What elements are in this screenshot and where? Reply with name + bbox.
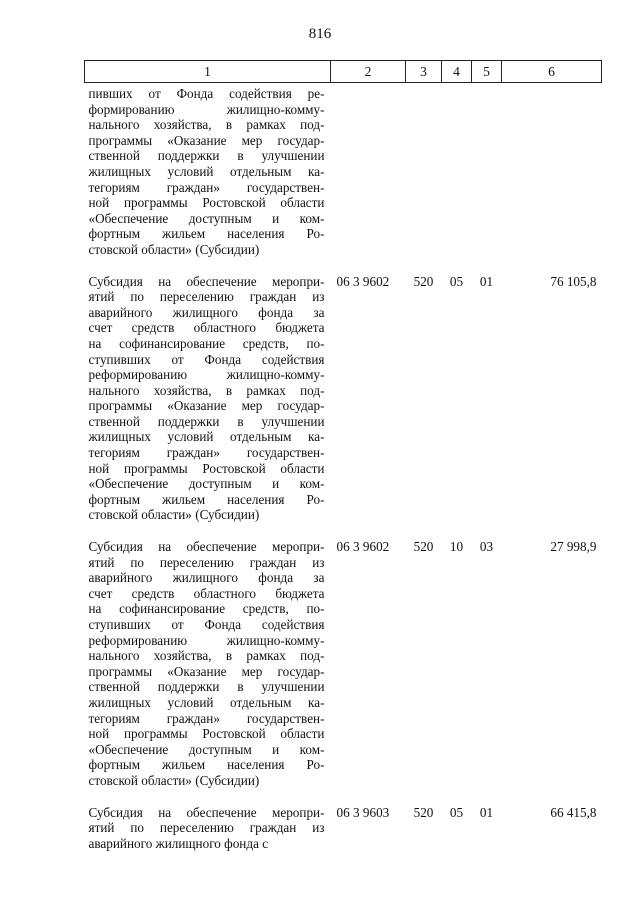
row-section: 10 (449, 539, 464, 555)
description-line: стовской области» (Субсидии) (88, 772, 260, 788)
row-section: 05 (449, 804, 464, 820)
description-line: жилищных условий отдельным ка- (88, 429, 325, 445)
description-line: аварийного жилищного фонда с (88, 835, 269, 851)
table-row (85, 83, 602, 258)
row-target-code: 06 3 9603 (336, 804, 390, 820)
column-header-6: 6 (502, 61, 602, 83)
row-expense-type: 520 (413, 804, 434, 820)
description-line: «Обеспечение доступным и ком- (88, 476, 325, 492)
budget-table (84, 60, 602, 851)
description-line: пивших от Фонда содействия ре- (88, 86, 325, 101)
description-line: «Обеспечение доступным и ком- (88, 210, 325, 226)
description-line: на софинансирование средств, по- (88, 601, 325, 617)
description-line: стовской области» (Субсидии) (88, 241, 260, 257)
row-section (442, 83, 472, 258)
row-target-code: 06 3 9602 (336, 539, 390, 555)
description-line: программы «Оказание мер государ- (88, 132, 325, 148)
table-body (85, 83, 602, 852)
description-line: тегориям граждан» государствен- (88, 710, 325, 726)
column-header-4: 4 (442, 61, 472, 83)
column-header-5: 5 (472, 61, 502, 83)
description-line: счет средств областного бюджета (88, 320, 325, 336)
description-line: реформированию жилищно-комму- (88, 367, 325, 383)
description-line: ной программы Ростовской области (88, 460, 325, 476)
row-subsection (472, 83, 502, 258)
row-subsection: 01 (479, 273, 494, 289)
description-line: ной программы Ростовской области (88, 726, 325, 742)
row-amount: 76 105,8 (550, 273, 597, 289)
description-line: Субсидия на обеспечение меропри- (88, 804, 325, 820)
description-line: ятий по переселению граждан из (88, 554, 325, 570)
row-amount: 27 998,9 (550, 539, 597, 555)
description-line: ственной поддержки в улучшении (88, 148, 325, 164)
description-line: ной программы Ростовской области (88, 195, 325, 211)
row-section: 05 (449, 273, 464, 289)
description-line: фортным жильем населения Ро- (88, 491, 325, 507)
row-amount (502, 83, 602, 258)
description-line: нального хозяйства, в рамках под- (88, 117, 325, 133)
description-line: программы «Оказание мер государ- (88, 663, 325, 679)
table-row (85, 789, 602, 852)
row-subsection: 03 (479, 539, 494, 555)
column-header-2: 2 (331, 61, 406, 83)
row-description (85, 789, 331, 852)
page-number: 816 (308, 26, 332, 42)
row-expense-type (406, 83, 442, 258)
description-line: на софинансирование средств, по- (88, 335, 325, 351)
description-line: ступивших от Фонда содействия (88, 617, 325, 632)
row-expense-type: 520 (413, 273, 434, 289)
description-line: Субсидия на обеспечение меропри- (88, 273, 325, 289)
description-line: нального хозяйства, в рамках под- (88, 382, 325, 398)
description-line: формированию жилищно-комму- (88, 101, 325, 117)
row-description (85, 83, 331, 258)
description-line: жилищных условий отдельным ка- (88, 163, 325, 179)
description-line: ственной поддержки в улучшении (88, 679, 325, 695)
column-header-3: 3 (406, 61, 442, 83)
description-line: фортным жильем населения Ро- (88, 226, 325, 242)
column-header-1: 1 (85, 61, 331, 83)
table-header-row (85, 61, 602, 83)
description-line: «Обеспечение доступным и ком- (88, 741, 325, 757)
row-target-code (331, 83, 406, 258)
row-description (85, 258, 331, 524)
description-line: ступивших от Фонда содействия (88, 351, 325, 367)
description-line: программы «Оказание мер государ- (88, 398, 325, 414)
description-line: ятий по переселению граждан из (88, 820, 325, 836)
description-line: фортным жильем населения Ро- (88, 757, 325, 773)
description-line: стовской области» (Субсидии) (88, 507, 260, 523)
description-line: Субсидия на обеспечение меропри- (88, 539, 325, 555)
table-row (85, 258, 602, 524)
row-description (85, 523, 331, 789)
row-target-code: 06 3 9602 (336, 273, 390, 289)
row-expense-type: 520 (413, 539, 434, 555)
description-line: аварийного жилищного фонда за (88, 304, 325, 320)
description-line: реформированию жилищно-комму- (88, 632, 325, 648)
description-line: жилищных условий отдельным ка- (88, 694, 325, 710)
table-row (85, 523, 602, 789)
description-line: нального хозяйства, в рамках под- (88, 648, 325, 664)
description-line: тегориям граждан» государствен- (88, 445, 325, 461)
row-amount: 66 415,8 (550, 804, 597, 820)
description-line: тегориям граждан» государствен- (88, 179, 325, 195)
row-subsection: 01 (479, 804, 494, 820)
description-line: ятий по переселению граждан из (88, 289, 325, 305)
description-line: счет средств областного бюджета (88, 585, 325, 601)
description-line: ственной поддержки в улучшении (88, 413, 325, 429)
description-line: аварийного жилищного фонда за (88, 570, 325, 586)
